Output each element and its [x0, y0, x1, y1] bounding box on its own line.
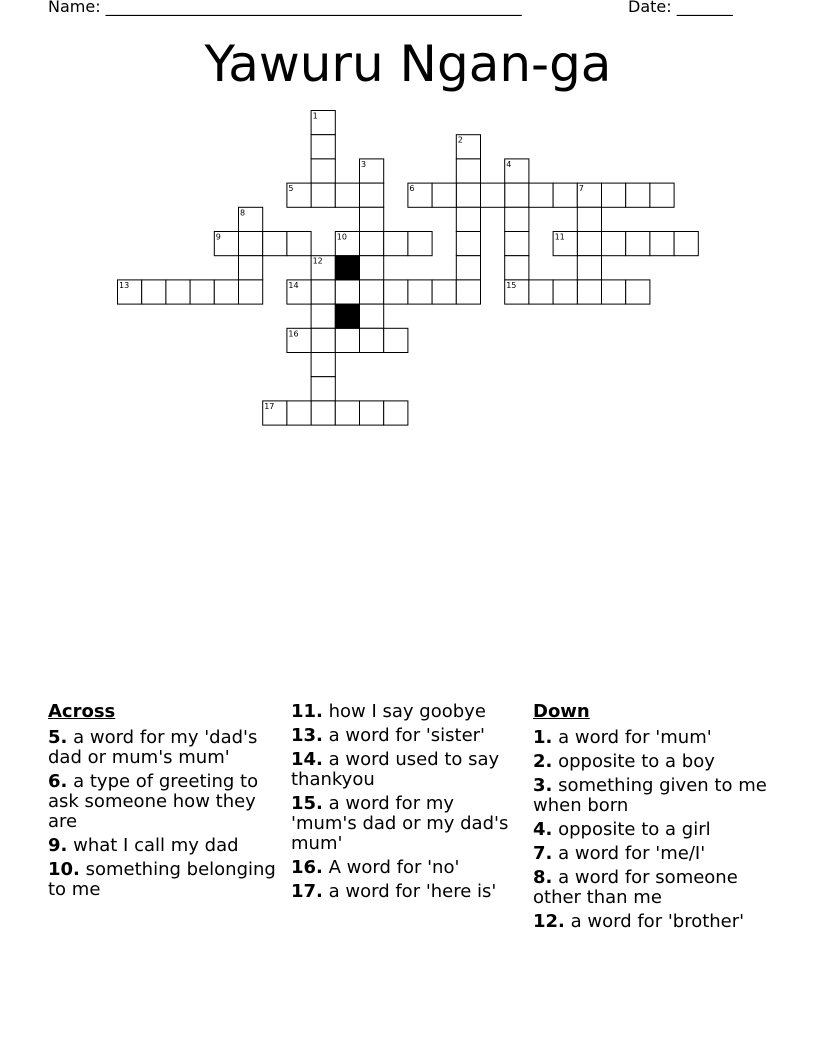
grid-cell[interactable] [360, 207, 384, 231]
cell-number: 9 [215, 232, 221, 242]
grid-cell-black [335, 304, 359, 328]
grid-cell[interactable] [311, 304, 335, 328]
grid-cell[interactable] [239, 256, 263, 280]
grid-cell[interactable] [311, 135, 335, 159]
grid-cell[interactable] [432, 183, 456, 207]
grid-cell[interactable] [360, 280, 384, 304]
cell-number: 13 [119, 280, 130, 290]
grid-cell[interactable] [360, 328, 384, 352]
cell-number: 8 [240, 208, 246, 218]
clue-number: 3. [533, 775, 553, 796]
clue-number: 12. [533, 911, 565, 932]
puzzle-title: Yawuru Ngan-ga [204, 35, 612, 93]
grid-cell[interactable] [335, 183, 359, 207]
grid-cell[interactable] [384, 328, 408, 352]
grid-cell[interactable] [311, 401, 335, 425]
grid-cell[interactable] [166, 280, 190, 304]
grid-cell[interactable] [456, 207, 480, 231]
across-clue [291, 882, 521, 902]
clue-text: opposite to a girl [558, 819, 711, 840]
down-clue [533, 844, 768, 864]
cell-number: 5 [288, 184, 294, 194]
grid-cell[interactable] [287, 232, 311, 256]
cell-number: 12 [312, 256, 323, 266]
grid-cell[interactable] [602, 280, 626, 304]
grid-cell[interactable] [311, 353, 335, 377]
clue-number: 11. [291, 701, 323, 722]
grid-cell[interactable] [239, 232, 263, 256]
grid-cell[interactable] [505, 256, 529, 280]
grid-cell[interactable] [456, 256, 480, 280]
grid-cell[interactable] [360, 401, 384, 425]
clue-text: a word for 'me/I' [558, 843, 706, 864]
clue-number: 6. [48, 771, 68, 792]
across-clue [291, 702, 521, 722]
grid-cell[interactable] [456, 183, 480, 207]
grid-cell[interactable] [650, 232, 674, 256]
grid-cell[interactable] [505, 207, 529, 231]
clue-text: a type of greeting to ask someone how they are [48, 771, 259, 832]
clue-number: 7. [533, 843, 553, 864]
across-clue [291, 794, 521, 854]
across-clue [48, 772, 278, 832]
clue-text: how I say goobye [328, 701, 486, 722]
grid-cell[interactable] [577, 280, 601, 304]
grid-cell[interactable] [384, 280, 408, 304]
grid-cell[interactable] [529, 183, 553, 207]
grid-cell[interactable] [360, 232, 384, 256]
grid-cell[interactable] [311, 328, 335, 352]
cell-number: 17 [264, 401, 275, 411]
clue-text: a word for 'mum' [558, 727, 712, 748]
grid-cell[interactable] [263, 232, 287, 256]
clue-number: 14. [291, 749, 323, 770]
cell-number: 15 [506, 280, 517, 290]
grid-cell[interactable] [311, 280, 335, 304]
clue-text: a word for 'here is' [328, 881, 497, 902]
cell-number: 6 [409, 184, 415, 194]
grid-cell[interactable] [214, 280, 238, 304]
clue-number: 5. [48, 727, 68, 748]
grid-cell[interactable] [311, 183, 335, 207]
grid-cell[interactable] [626, 280, 650, 304]
clue-text: what I call my dad [73, 835, 239, 856]
grid-cell[interactable] [577, 207, 601, 231]
grid-cell[interactable] [456, 159, 480, 183]
grid-cell[interactable] [456, 280, 480, 304]
across-clue [291, 726, 521, 746]
grid-cell[interactable] [577, 256, 601, 280]
clue-number: 13. [291, 725, 323, 746]
cell-number: 16 [288, 329, 299, 339]
across-heading: Across [48, 701, 116, 722]
grid-cell[interactable] [529, 280, 553, 304]
down-clue [533, 820, 768, 840]
grid-cell[interactable] [384, 401, 408, 425]
cell-number: 11 [554, 232, 565, 242]
down-clue [533, 776, 768, 816]
grid-cell[interactable] [335, 401, 359, 425]
grid-cell[interactable] [626, 232, 650, 256]
date-field-label: Date: _______ [628, 0, 733, 16]
grid-cell[interactable] [190, 280, 214, 304]
grid-cell[interactable] [626, 183, 650, 207]
clue-number: 17. [291, 881, 323, 902]
clue-column-3 [533, 702, 768, 936]
clue-text: a word for 'sister' [328, 725, 485, 746]
clue-text: a word for my 'dad's dad or mum's mum' [48, 727, 258, 768]
grid-cell[interactable] [432, 280, 456, 304]
cell-number: 7 [578, 184, 584, 194]
clue-number: 2. [533, 751, 553, 772]
clue-text: A word for 'no' [328, 857, 460, 878]
grid-cell[interactable] [674, 232, 698, 256]
grid-cell[interactable] [311, 159, 335, 183]
clue-number: 9. [48, 835, 68, 856]
cell-number: 3 [361, 159, 367, 169]
clue-text: opposite to a boy [558, 751, 715, 772]
clue-text: a word for someone other than me [533, 867, 738, 908]
clue-text: a word used to say thankyou [291, 749, 500, 790]
down-clue [533, 912, 768, 932]
grid-cell[interactable] [360, 304, 384, 328]
grid-cell[interactable] [287, 401, 311, 425]
clue-number: 15. [291, 793, 323, 814]
clue-column-1 [48, 702, 278, 904]
name-field-label: Name: ____________________________________________________ [48, 0, 522, 16]
clue-number: 4. [533, 819, 553, 840]
grid-cell[interactable] [360, 256, 384, 280]
grid-cell-black [335, 256, 359, 280]
clue-text: a word for my 'mum's dad or my dad's mum' [291, 793, 509, 854]
grid-cell[interactable] [577, 232, 601, 256]
down-clue [533, 728, 768, 748]
cell-number: 1 [312, 111, 318, 121]
crossword-grid [0, 0, 816, 440]
cell-number: 2 [457, 135, 463, 145]
clue-number: 16. [291, 857, 323, 878]
grid-cell[interactable] [650, 183, 674, 207]
cell-number: 4 [506, 159, 512, 169]
grid-cell[interactable] [505, 232, 529, 256]
across-clue [48, 860, 278, 900]
grid-cell[interactable] [360, 183, 384, 207]
cell-number: 14 [288, 280, 299, 290]
grid-cell[interactable] [239, 280, 263, 304]
grid-cell[interactable] [456, 232, 480, 256]
clue-number: 1. [533, 727, 553, 748]
clue-text: a word for 'brother' [570, 911, 745, 932]
down-clue [533, 868, 768, 908]
grid-cell[interactable] [602, 232, 626, 256]
across-clue [48, 728, 278, 768]
clue-text: something given to me when born [533, 775, 767, 816]
grid-cell[interactable] [505, 183, 529, 207]
across-clue [48, 836, 278, 856]
down-heading: Down [533, 701, 590, 722]
across-clue [291, 750, 521, 790]
grid-cell[interactable] [335, 280, 359, 304]
grid-cell[interactable] [311, 377, 335, 401]
cell-number: 10 [336, 232, 347, 242]
grid-cell[interactable] [481, 183, 505, 207]
grid-cell[interactable] [553, 183, 577, 207]
grid-cell[interactable] [408, 280, 432, 304]
across-clue [291, 858, 521, 878]
clue-column-2 [291, 702, 521, 906]
grid-cell[interactable] [553, 280, 577, 304]
grid-cell[interactable] [384, 232, 408, 256]
grid-cell[interactable] [408, 232, 432, 256]
clue-text: something belonging to me [48, 859, 276, 900]
down-clue [533, 752, 768, 772]
grid-cell[interactable] [142, 280, 166, 304]
grid-cell[interactable] [335, 328, 359, 352]
clue-number: 10. [48, 859, 80, 880]
clue-number: 8. [533, 867, 553, 888]
grid-cell[interactable] [602, 183, 626, 207]
